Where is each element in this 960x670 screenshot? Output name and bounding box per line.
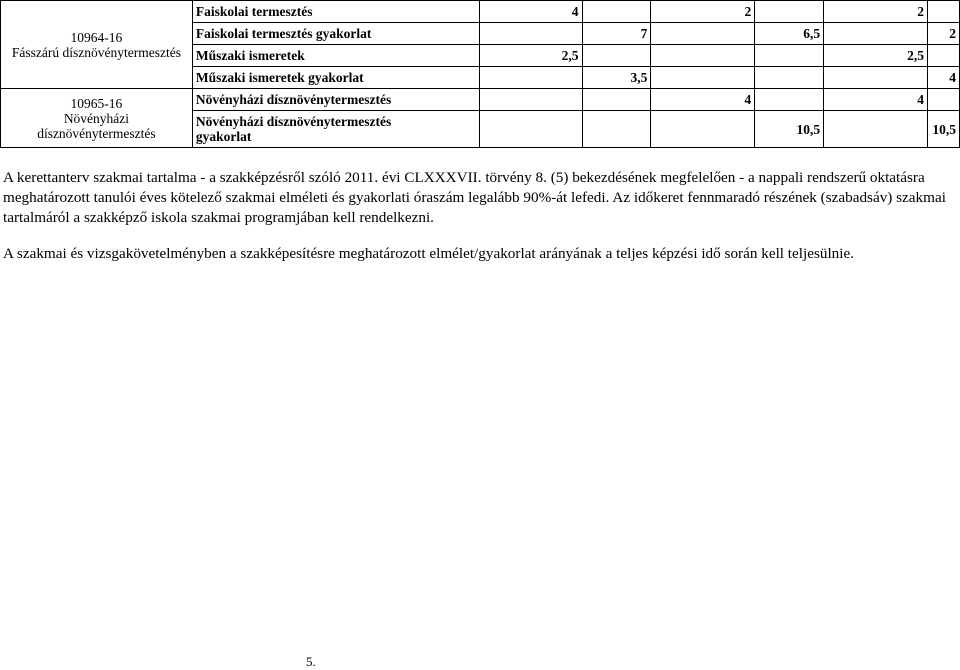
hours-cell (651, 45, 755, 67)
hours-cell: 2,5 (824, 45, 928, 67)
hours-cell: 10,5 (755, 111, 824, 148)
hours-cell (927, 89, 959, 111)
hours-cell (824, 23, 928, 45)
module-cell (1, 1, 193, 89)
hours-cell: 6,5 (755, 23, 824, 45)
table-row (1, 89, 960, 111)
hours-cell (651, 111, 755, 148)
subject-cell: Faiskolai termesztés gyakorlat (192, 23, 479, 45)
hours-cell (755, 67, 824, 89)
module-name-line1: Növényházi (63, 110, 130, 126)
hours-cell (582, 45, 651, 67)
table-row (1, 1, 960, 23)
subject-cell (192, 111, 479, 148)
hours-cell: 2 (651, 1, 755, 23)
hours-cell: 4 (479, 1, 582, 23)
hours-cell (927, 45, 959, 67)
hours-cell: 7 (582, 23, 651, 45)
hours-cell: 10,5 (927, 111, 959, 148)
page-number: 5. (306, 654, 316, 669)
hours-cell (755, 45, 824, 67)
module-cell (1, 89, 193, 148)
hours-cell: 4 (824, 89, 928, 111)
hours-cell (479, 67, 582, 89)
hours-cell (479, 89, 582, 111)
hours-cell (582, 111, 651, 148)
hours-cell (755, 89, 824, 111)
theory-practice-ratio-paragraph: A szakmai és vizsgakövetelményben a szakképesítésre meghatározott elmélet/gyakorlat arányának a teljes képzési idő során kell teljesülnie. (3, 245, 855, 262)
hours-cell: 2 (824, 1, 928, 23)
hours-cell (651, 67, 755, 89)
hours-cell (582, 89, 651, 111)
hours-cell (479, 111, 582, 148)
subject-cell: Műszaki ismeretek (192, 45, 479, 67)
curriculum-scope-paragraph: A kerettanterv szakmai tartalma - a szakképzésről szóló 2011. évi CLXXXVII. törvény 8. (5) bekezdésének megfelelően - a nappali rendszerű oktatásra meghatározott tanulói éves kötelező szakmai elméleti és gyakorlati óraszám legalább 90%-át lefedi. Az időkeret fennmaradó részének (szabadsáv) szakmai tartalmáról a szakképző iskola szakmai programjában kell rendelkezni. (3, 169, 946, 226)
hours-cell: 4 (651, 89, 755, 111)
hours-cell (927, 1, 959, 23)
hours-cell: 3,5 (582, 67, 651, 89)
hours-cell (582, 1, 651, 23)
hours-cell (479, 23, 582, 45)
subject-cell: Növényházi dísznövénytermesztés (192, 89, 479, 111)
hours-cell (824, 111, 928, 148)
hours-cell (755, 1, 824, 23)
hours-cell (651, 23, 755, 45)
hours-cell: 4 (927, 67, 959, 89)
hours-cell: 2,5 (479, 45, 582, 67)
module-name-line2: dísznövénytermesztés (37, 125, 156, 141)
module-code: 10965-16 (70, 95, 123, 111)
subject-cell: Faiskolai termesztés (192, 1, 479, 23)
subject-line2: gyakorlat (195, 129, 252, 144)
hours-cell: 2 (927, 23, 959, 45)
module-code: 10964-16 (70, 29, 123, 45)
hours-cell (824, 67, 928, 89)
subject-cell: Műszaki ismeretek gyakorlat (192, 67, 479, 89)
module-name: Fásszárú dísznövénytermesztés (11, 44, 181, 60)
curriculum-table (0, 0, 960, 148)
subject-line1: Növényházi dísznövénytermesztés (195, 114, 392, 129)
